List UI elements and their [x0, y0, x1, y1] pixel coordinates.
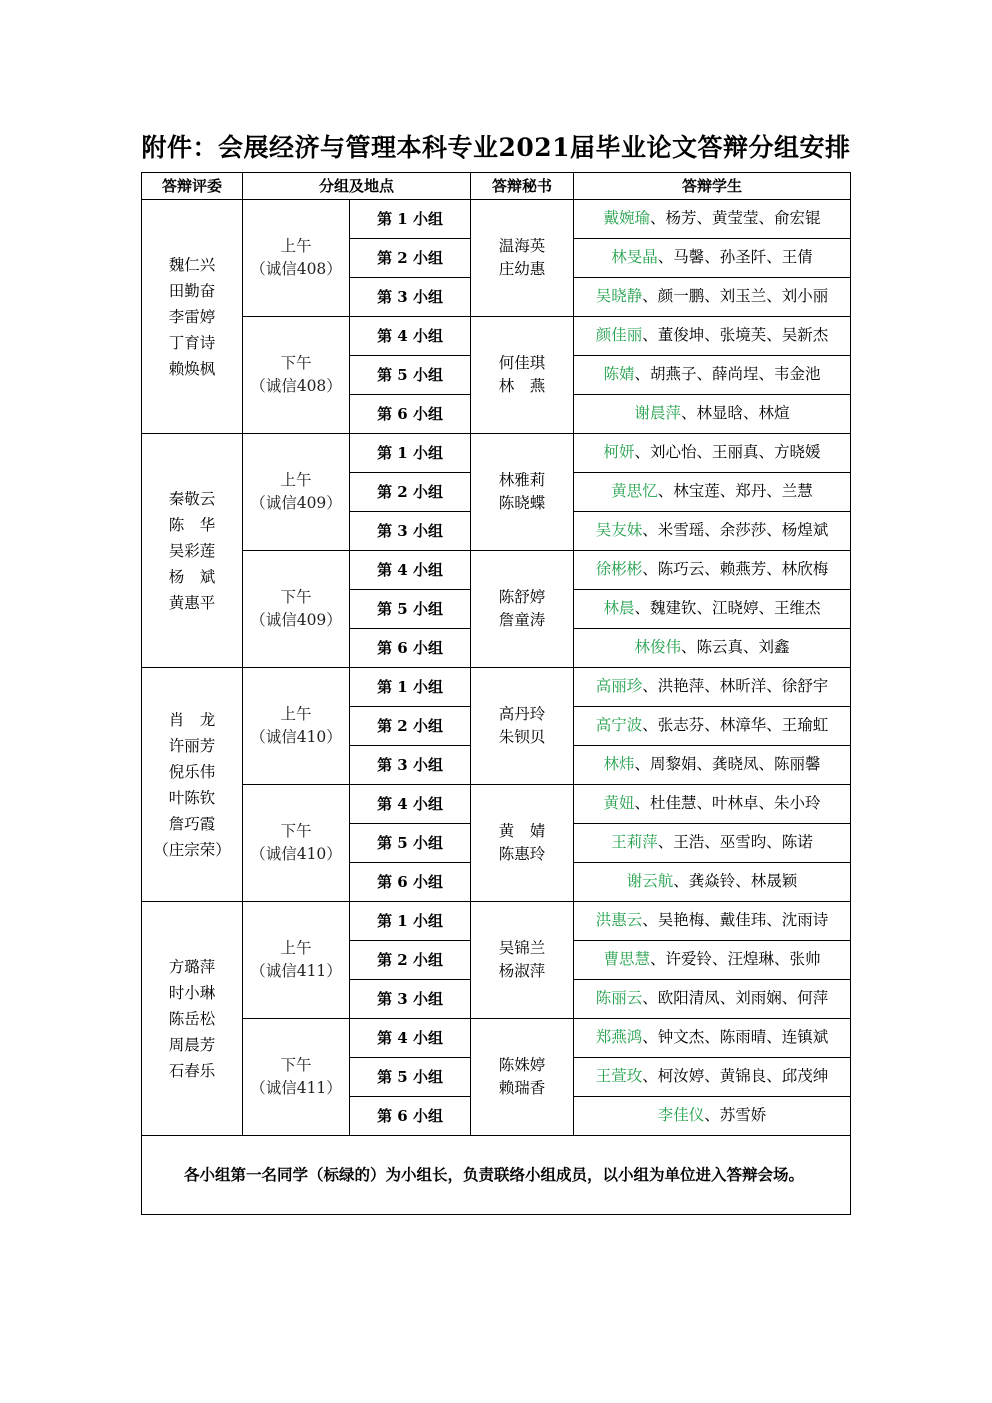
panel-member-name: 杨 斌 [168, 567, 216, 586]
group-label: 第 6 小组 [350, 863, 471, 902]
secretary-name: 林 燕 [498, 377, 546, 395]
group-leader-name: 吴晓静 [595, 287, 643, 306]
group-member-names: 、王浩、巫雪昀、陈诺 [657, 833, 813, 852]
student-list [627, 872, 798, 890]
secretary-name: 黄 婧 [498, 821, 546, 840]
schedule-body [142, 200, 851, 1136]
session-room: （诚信409） [250, 611, 342, 629]
session-time: 上午 [280, 236, 312, 255]
student-list [611, 833, 813, 851]
group-member-names: 、颜一鹏、刘玉兰、刘小丽 [642, 287, 829, 306]
session-time: 上午 [280, 938, 312, 957]
group-label: 第 2 小组 [350, 239, 471, 278]
group-leader-name: 黄思忆 [611, 482, 658, 501]
group-leader-name: 林炜 [603, 755, 635, 774]
student-list [596, 521, 829, 539]
group-member-names: 、刘心怡、王丽真、方晓媛 [634, 443, 821, 462]
secretary-name: 陈晓蝶 [498, 494, 546, 512]
session-location [243, 785, 350, 902]
group-label: 第 6 小组 [350, 629, 471, 668]
students-cell [574, 785, 851, 824]
student-list [611, 248, 813, 266]
group-leader-name: 曹思慧 [603, 950, 651, 969]
students-cell [574, 980, 851, 1019]
group-member-names: 、马馨、孙圣阡、王倩 [657, 248, 813, 267]
secretary-cell [471, 434, 574, 551]
group-label: 第 6 小组 [350, 1097, 471, 1136]
students-cell [574, 473, 851, 512]
panel-member-name: 黄惠平 [168, 593, 216, 612]
secretary-name: 高丹玲 [498, 704, 546, 723]
group-member-names: 、吴艳梅、戴佳玮、沈雨诗 [642, 911, 829, 930]
session-time: 上午 [280, 470, 312, 489]
student-list [604, 365, 821, 383]
group-member-names: 、周黎娟、龚晓凤、陈丽馨 [634, 755, 821, 774]
group-label: 第 4 小组 [350, 1019, 471, 1058]
group-label: 第 3 小组 [350, 746, 471, 785]
panel-member-name: 石春乐 [168, 1061, 216, 1080]
group-member-names: 、杨芳、黄莹莹、俞宏锟 [650, 209, 821, 228]
group-label: 第 4 小组 [350, 551, 471, 590]
group-member-names: 、杜佳慧、叶林卓、朱小玲 [634, 794, 821, 813]
students-cell [574, 590, 851, 629]
group-row [142, 317, 851, 356]
group-leader-name: 黄妞 [603, 794, 635, 813]
group-label: 第 3 小组 [350, 512, 471, 551]
header-students: 答辩学生 [574, 173, 851, 200]
group-row [142, 434, 851, 473]
group-label: 第 2 小组 [350, 707, 471, 746]
student-list [596, 287, 829, 305]
students-cell [574, 356, 851, 395]
student-list [596, 677, 829, 695]
group-label: 第 4 小组 [350, 785, 471, 824]
panel-member-name: 周晨芳 [168, 1035, 216, 1054]
students-cell [574, 668, 851, 707]
students-cell [574, 200, 851, 239]
student-list [596, 1067, 829, 1085]
session-room: （诚信408） [250, 260, 342, 278]
panel-member-name: 陈 华 [168, 515, 216, 534]
session-location [243, 1019, 350, 1136]
session-location [243, 668, 350, 785]
student-list [635, 404, 790, 422]
group-leader-name: 李佳仪 [657, 1106, 705, 1125]
secretary-name: 陈惠玲 [498, 845, 546, 863]
students-cell [574, 551, 851, 590]
group-leader-name: 高丽珍 [595, 677, 643, 696]
group-member-names: 、林显晗、林煊 [681, 404, 790, 423]
secretary-name: 庄幼惠 [498, 260, 546, 278]
student-list [604, 950, 821, 968]
secretary-name: 温海英 [498, 236, 546, 255]
group-leader-name: 颜佳丽 [595, 326, 643, 345]
group-row [142, 1019, 851, 1058]
panel-member-name: 叶陈钦 [168, 788, 216, 807]
group-label: 第 2 小组 [350, 473, 471, 512]
panel-member-name: 吴彩莲 [168, 541, 216, 560]
group-leader-name: 吴友妹 [595, 521, 643, 540]
student-list [596, 326, 829, 344]
student-list [596, 716, 829, 734]
student-list [635, 638, 790, 656]
panel-member-name: 赖焕枫 [168, 359, 216, 378]
secretary-name: 陈舒婷 [498, 587, 546, 606]
session-room: （诚信410） [250, 845, 342, 863]
group-label: 第 5 小组 [350, 356, 471, 395]
group-leader-name: 林俊伟 [634, 638, 682, 657]
secretary-name: 吴锦兰 [498, 938, 546, 957]
session-time: 下午 [280, 1055, 312, 1074]
students-cell [574, 512, 851, 551]
students-cell [574, 629, 851, 668]
group-label: 第 3 小组 [350, 980, 471, 1019]
group-leader-name: 郑燕鸿 [595, 1028, 643, 1047]
panel-member-name: 秦敬云 [168, 489, 216, 508]
students-cell [574, 278, 851, 317]
panel-member-name: （庄宗荣） [153, 840, 231, 859]
group-member-names: 、许爱铃、汪煌琳、张帅 [650, 950, 821, 969]
group-row [142, 551, 851, 590]
group-leader-name: 戴婉瑜 [603, 209, 651, 228]
panel-member-name: 丁育诗 [168, 333, 216, 352]
session-room: （诚信411） [250, 962, 342, 980]
group-member-names: 、钟文杰、陈雨晴、连镇斌 [642, 1028, 829, 1047]
group-label: 第 3 小组 [350, 278, 471, 317]
student-list [596, 560, 829, 578]
student-list [596, 911, 829, 929]
students-cell [574, 239, 851, 278]
session-location [243, 317, 350, 434]
panel-member-name: 时小琳 [168, 983, 216, 1002]
student-list [596, 989, 829, 1007]
group-member-names: 、米雪瑶、余莎莎、杨煌斌 [642, 521, 829, 540]
group-member-names: 、洪艳萍、林昕洋、徐舒宇 [642, 677, 829, 696]
secretary-cell [471, 200, 574, 317]
panel-member-name: 许丽芳 [168, 736, 216, 755]
secretary-cell [471, 668, 574, 785]
group-member-names: 、魏建钦、江晓婷、王维杰 [634, 599, 821, 618]
group-member-names: 、董俊坤、张境芙、吴新杰 [642, 326, 829, 345]
student-list [604, 794, 821, 812]
student-list [596, 1028, 829, 1046]
group-leader-name: 王萱玫 [595, 1067, 643, 1086]
students-cell [574, 1097, 851, 1136]
session-room: （诚信411） [250, 1079, 342, 1097]
group-member-names: 、龚焱铃、林晟颖 [673, 872, 798, 891]
students-cell [574, 1058, 851, 1097]
group-label: 第 6 小组 [350, 395, 471, 434]
group-label: 第 1 小组 [350, 200, 471, 239]
session-time: 下午 [280, 353, 312, 372]
note-row [142, 1136, 851, 1215]
secretary-cell [471, 1019, 574, 1136]
group-leader-name: 陈丽云 [595, 989, 643, 1008]
session-location [243, 902, 350, 1019]
secretary-name: 赖瑞香 [498, 1079, 546, 1097]
panel-member-name: 魏仁兴 [168, 255, 216, 274]
group-label: 第 2 小组 [350, 941, 471, 980]
group-member-names: 、陈云真、刘鑫 [681, 638, 790, 657]
group-leader-name: 王莉萍 [611, 833, 658, 852]
group-leader-name: 谢云航 [626, 872, 674, 891]
group-label: 第 5 小组 [350, 1058, 471, 1097]
group-leader-name: 徐彬彬 [595, 560, 643, 579]
group-row [142, 902, 851, 941]
group-leader-name: 高宁波 [595, 716, 643, 735]
group-label: 第 5 小组 [350, 824, 471, 863]
secretary-name: 杨淑萍 [498, 962, 546, 980]
secretary-cell [471, 902, 574, 1019]
panel-member-name: 方璐萍 [168, 957, 216, 976]
group-member-names: 、柯汝婷、黄锦良、邱茂绅 [642, 1067, 829, 1086]
student-list [604, 599, 821, 617]
session-room: （诚信409） [250, 494, 342, 512]
session-room: （诚信408） [250, 377, 342, 395]
page-title: 附件：会展经济与管理本科专业2021届毕业论文答辩分组安排 [141, 133, 851, 162]
student-list [604, 209, 821, 227]
secretary-name: 何佳琪 [498, 353, 546, 372]
students-cell [574, 707, 851, 746]
secretary-name: 朱钡贝 [498, 728, 546, 746]
secretary-name: 林雅莉 [498, 470, 546, 489]
panel-members [142, 434, 243, 668]
panel-member-name: 倪乐伟 [168, 762, 216, 781]
group-leader-name: 林旻晶 [611, 248, 658, 267]
group-label: 第 1 小组 [350, 434, 471, 473]
group-row [142, 668, 851, 707]
students-cell [574, 1019, 851, 1058]
students-cell [574, 824, 851, 863]
student-list [658, 1106, 767, 1124]
student-list [604, 443, 821, 461]
header-panel: 答辩评委 [142, 173, 243, 200]
panel-members [142, 200, 243, 434]
panel-member-name: 陈岳松 [168, 1009, 216, 1028]
session-time: 下午 [280, 821, 312, 840]
group-leader-name: 林晨 [603, 599, 635, 618]
header-group-location: 分组及地点 [243, 173, 471, 200]
student-list [611, 482, 813, 500]
group-member-names: 、陈巧云、赖燕芳、林欣梅 [642, 560, 829, 579]
group-member-names: 、林宝莲、郑丹、兰慧 [657, 482, 813, 501]
students-cell [574, 941, 851, 980]
students-cell [574, 317, 851, 356]
panel-member-name: 田勤奋 [168, 281, 216, 300]
secretary-cell [471, 785, 574, 902]
secretary-cell [471, 317, 574, 434]
group-member-names: 、苏雪娇 [704, 1106, 767, 1125]
student-list [604, 755, 821, 773]
group-leader-name: 洪惠云 [595, 911, 643, 930]
secretary-cell [471, 551, 574, 668]
secretary-name: 陈姝婷 [498, 1055, 546, 1074]
group-label: 第 5 小组 [350, 590, 471, 629]
header-row [142, 173, 851, 200]
session-location [243, 551, 350, 668]
secretary-name: 詹童涛 [498, 611, 546, 629]
session-time: 上午 [280, 704, 312, 723]
panel-member-name: 肖 龙 [168, 710, 216, 729]
group-row [142, 785, 851, 824]
group-leader-name: 谢晨萍 [634, 404, 682, 423]
panel-members [142, 668, 243, 902]
group-label: 第 4 小组 [350, 317, 471, 356]
group-member-names: 、欧阳清凤、刘雨娴、何萍 [642, 989, 829, 1008]
group-member-names: 、胡燕子、薛尚埕、韦金池 [634, 365, 821, 384]
group-leader-name: 柯妍 [603, 443, 635, 462]
students-cell [574, 902, 851, 941]
group-label: 第 1 小组 [350, 902, 471, 941]
group-row [142, 200, 851, 239]
students-cell [574, 863, 851, 902]
session-time: 下午 [280, 587, 312, 606]
students-cell [574, 746, 851, 785]
students-cell [574, 395, 851, 434]
leader-note: 各小组第一名同学（标绿的）为小组长，负责联络小组成员，以小组为单位进入答辩会场。 [142, 1136, 851, 1215]
session-location [243, 200, 350, 317]
session-room: （诚信410） [250, 728, 342, 746]
header-secretary: 答辩秘书 [471, 173, 574, 200]
defense-schedule-table [141, 172, 851, 1215]
group-leader-name: 陈婧 [603, 365, 635, 384]
session-location [243, 434, 350, 551]
panel-members [142, 902, 243, 1136]
group-member-names: 、张志芬、林漳华、王瑜虹 [642, 716, 829, 735]
students-cell [574, 434, 851, 473]
panel-member-name: 詹巧霞 [168, 814, 216, 833]
group-label: 第 1 小组 [350, 668, 471, 707]
panel-member-name: 李雷婷 [168, 307, 216, 326]
